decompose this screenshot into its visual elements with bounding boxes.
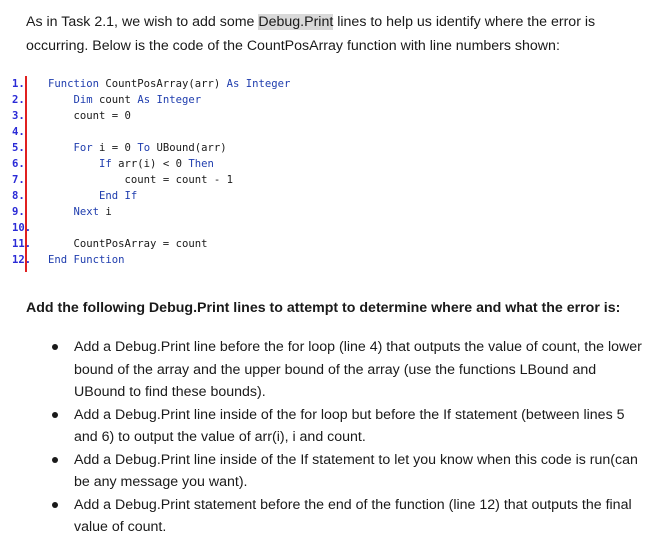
code-keyword: For xyxy=(73,142,100,154)
code-line xyxy=(12,252,572,268)
line-number: 3. xyxy=(12,110,25,122)
code-keyword: Then xyxy=(188,158,214,170)
code-text xyxy=(48,252,125,268)
instruction-item xyxy=(52,449,642,494)
code-token: i = 0 xyxy=(99,142,138,154)
code-line xyxy=(12,108,572,124)
intro-text-start: As in Task 2.1, we wish to add some xyxy=(26,14,259,30)
code-token: CountPosArray = count xyxy=(73,238,208,250)
code-text xyxy=(48,76,290,92)
line-number: 11. xyxy=(12,238,32,250)
line-number: 4. xyxy=(12,126,25,138)
code-keyword: If xyxy=(99,158,119,170)
instruction-item xyxy=(52,336,642,404)
instructions-heading: Add the following Debug.Print lines to attempt to determine where and what the error is: xyxy=(26,300,621,316)
intro-paragraph xyxy=(26,10,646,58)
code-line xyxy=(12,188,572,204)
code-text xyxy=(48,188,137,204)
code-text xyxy=(48,108,131,124)
bullet-icon xyxy=(52,412,58,418)
line-number: 9. xyxy=(12,206,25,218)
instruction-item xyxy=(52,494,642,539)
code-line xyxy=(12,220,572,236)
code-token: arr(i) < 0 xyxy=(118,158,189,170)
code-token: count = 0 xyxy=(73,110,131,122)
code-text xyxy=(48,172,233,188)
instruction-list xyxy=(52,336,642,539)
code-keyword: As Integer xyxy=(226,78,291,90)
instruction-text: Add a Debug.Print statement before the end of the function (line 12) that outputs the final value of count. xyxy=(74,496,632,535)
line-number: 8. xyxy=(12,190,25,202)
debug-print-highlight: Debug.Print xyxy=(258,14,334,30)
code-token: CountPosArray(arr) xyxy=(105,78,227,90)
line-number: 7. xyxy=(12,174,25,186)
code-line xyxy=(12,76,572,92)
code-listing xyxy=(12,76,572,268)
bullet-icon xyxy=(52,502,58,508)
line-number: 12. xyxy=(12,254,32,266)
code-keyword: Next xyxy=(73,206,106,218)
code-text xyxy=(48,92,201,108)
line-number: 10. xyxy=(12,222,32,234)
line-number: 5. xyxy=(12,142,25,154)
instruction-text: Add a Debug.Print line before the for loop (line 4) that outputs the value of count, the lower bound of the array and the upper bound of the array (use the functions LBound and UBound to find these bounds). xyxy=(74,339,642,400)
instruction-text: Add a Debug.Print line inside of the If statement to let you know when this code is run(can be any message you want). xyxy=(74,451,638,490)
code-line xyxy=(12,140,572,156)
intro-text-end: lines to help us identify where the error is occurring. Below is the code of the CountPosArray function with line numbers shown: xyxy=(26,14,596,54)
line-number: 2. xyxy=(12,94,25,106)
code-token: i xyxy=(105,206,112,218)
code-text xyxy=(48,204,112,220)
code-token: count = count - 1 xyxy=(124,174,233,186)
code-token: UBound(arr) xyxy=(156,142,227,154)
line-number: 1. xyxy=(12,78,25,90)
line-number: 6. xyxy=(12,158,25,170)
bullet-icon xyxy=(52,344,58,350)
code-token: count xyxy=(99,94,138,106)
code-line xyxy=(12,236,572,252)
code-keyword: Dim xyxy=(73,94,100,106)
code-keyword: Function xyxy=(48,78,106,90)
code-keyword: End Function xyxy=(48,254,125,266)
code-line xyxy=(12,156,572,172)
code-text xyxy=(48,156,214,172)
code-line xyxy=(12,204,572,220)
code-line xyxy=(12,172,572,188)
instruction-text: Add a Debug.Print line inside of the for loop but before the If statement (between lines 5 and 6) to output the value of arr(i), i and count. xyxy=(74,406,625,445)
code-text xyxy=(48,236,207,252)
code-text xyxy=(48,140,227,156)
code-keyword: As Integer xyxy=(137,94,202,106)
code-keyword: End If xyxy=(99,190,138,202)
bullet-icon xyxy=(52,457,58,463)
code-keyword: To xyxy=(137,142,157,154)
code-line xyxy=(12,92,572,108)
instruction-item xyxy=(52,404,642,449)
code-line xyxy=(12,124,572,140)
